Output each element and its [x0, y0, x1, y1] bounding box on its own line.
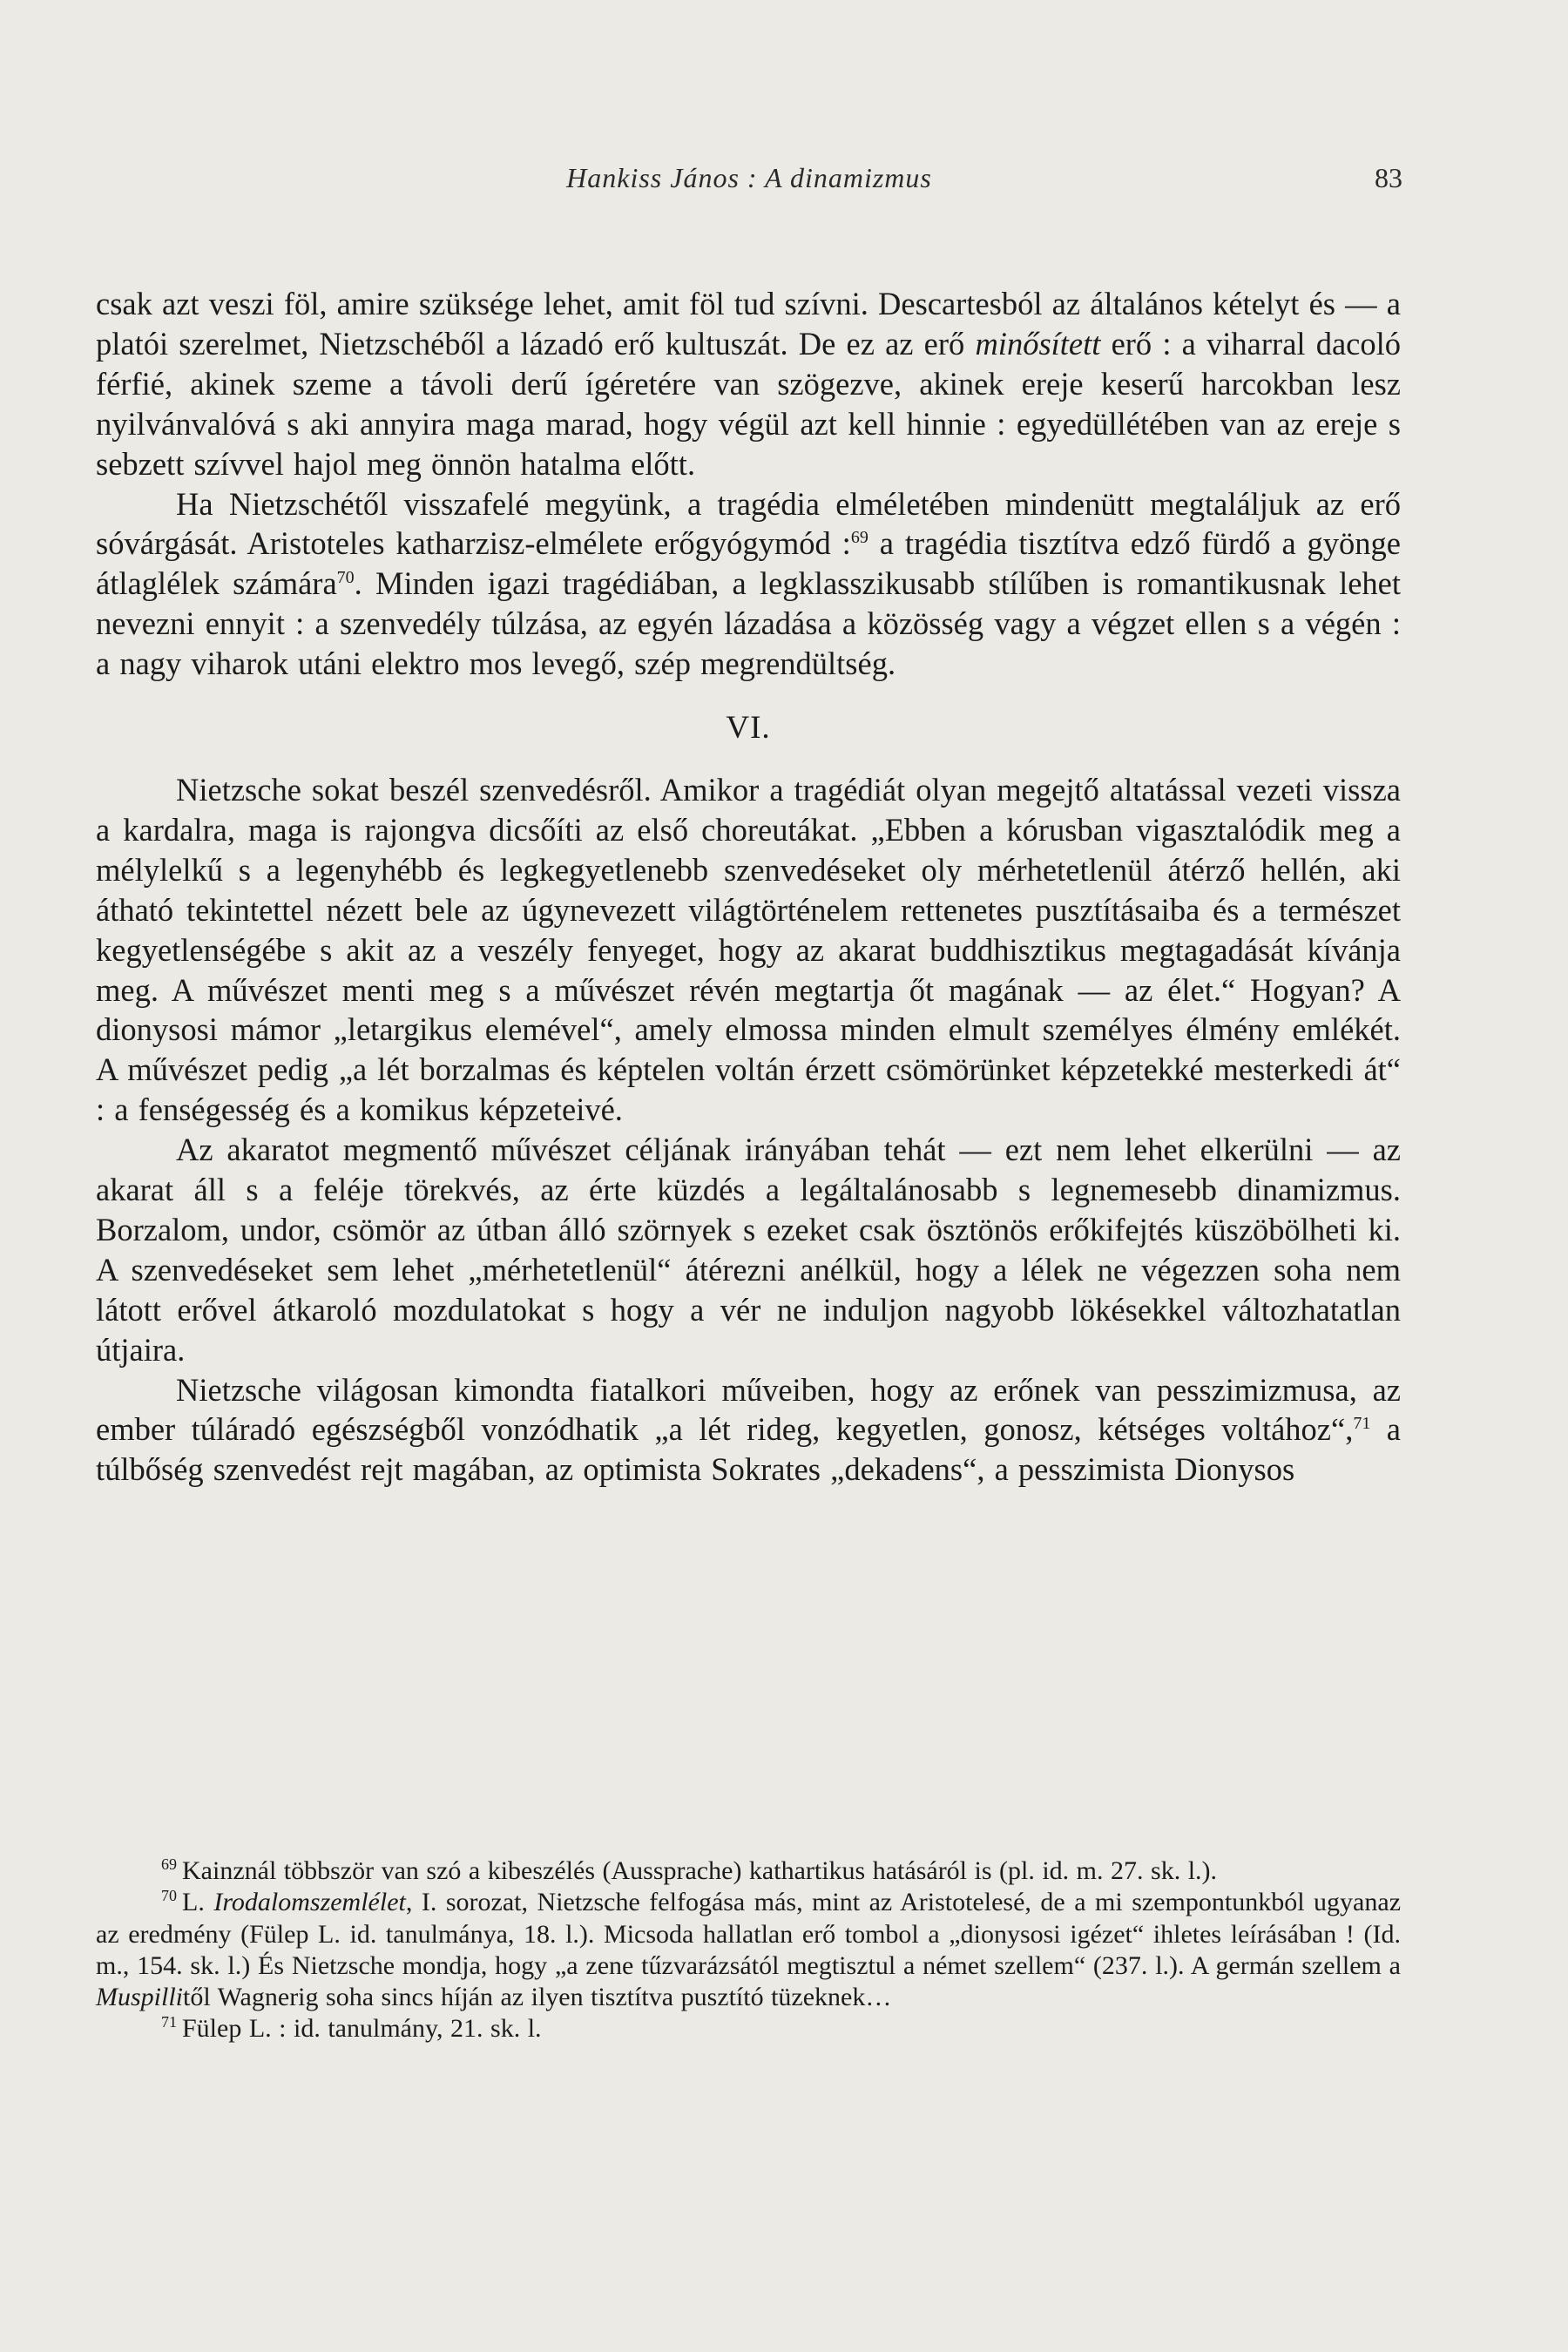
paragraph-1: [96, 284, 1401, 484]
paragraph-1-emphasis: minősített: [975, 325, 1101, 362]
footnote-70-text-c: től Wagnerig soha sincs híján az ilyen tisztítva pusztító tüzeknek…: [183, 1983, 892, 2012]
footnote-ref-70: 70: [336, 568, 355, 588]
footnote-ref-69: 69: [850, 528, 868, 548]
paragraph-2: [96, 484, 1401, 685]
footnote-70-text-b: , I. sorozat, Nietzsche felfogása más, mint az Aristotelesé, de a mi szempontunkból ugyanaz az eredmény (Fülep L. id. tanulmánya, 18. l.). Micsoda hallatlan erő tombol a „dionysosi igézet“ ihletes leírásában ! (Id. m., 154. sk. l.) És Nietzsche mondja, hogy „a zene tűzvarázsától megtisztul a német szellem“ (237. l.). A germán szellem a: [96, 1888, 1402, 1980]
section-heading: VI.: [726, 710, 771, 747]
footnote-70: [96, 1887, 1401, 2013]
paragraph-2-text-c: . Minden igazi tragédiában, a legklasszikusabb stílűben is romantikusnak lehet nevezni ennyit : a szenvedély túlzása, az egyén lázadása a közösség vagy a végzet ellen s a végén : a nagy viharok utáni elektro mos levegő, szép megrendültség.: [96, 565, 1402, 682]
footnote-69: [96, 1855, 1401, 1887]
running-title: Hankiss János : A dinamizmus: [566, 162, 932, 193]
body-text: [96, 284, 1401, 1490]
footnotes: [96, 1855, 1401, 2045]
paragraph-4: Az akaratot megmentő művészet céljának irányában tehát — ezt nem lehet elkerülni — az akarat áll s a feléje törekvés, az érte küzdés a legáltalánosabb s legnemesebb dinamizmus. Borzalom, undor, csömör az útban álló szörnyek s ezeket csak ösztönös erőkifejtés küszöbölheti ki. A szenvedéseket sem lehet „mérhetetlenül“ átérezni anélkül, hogy a lélek ne végezzen soha nem látott erővel átkaroló mozdulatokat s hogy a vér ne induljon nagyobb lökésekkel változhatatlan útjaira.: [96, 1132, 1401, 1368]
paragraph-3: Nietzsche sokat beszél szenvedésről. Amikor a tragédiát olyan megejtő altatással vezeti vissza a kardalra, maga is rajongva dicsőíti az első choreutákat. „Ebben a kórusban vigasztalódik meg a mélylelkű s a legenyhébb és legkegyetlenebb szenvedéseket oly mérhetetlenül átérző hellén, aki átható tekintettel nézett bele az úgynevezett világtörténelem rettenetes pusztításaiba és a természet kegyetlenségébe s akit az a veszély fenyeget, hogy az akarat buddhisztikus megtagadását kívánja meg. A művészet menti meg s a művészet révén megtartja őt magának — az élet.“ Hogyan? A dionysosi mámor „letargikus elemével“, amely elmossa minden elmult személyes élmény emlékét. A művészet pedig „a lét borzalmas és képtelen voltán érzett csömörünket képzetekké mesterkedi át“ : a fenségesség és a komikus képzeteivé.: [96, 771, 1401, 1128]
paragraph-2-text-a: Ha Nietzschétől visszafelé megyünk, a tragédia elméletében mindenütt megtaláljuk az erő sóvárgását. Aristoteles katharzisz-elmélete erőgyógymód :: [96, 485, 1401, 562]
footnote-69-text: Kainznál többször van szó a kibeszélés (Aussprache) kathartikus hatásáról is (pl. id. m. 27. sk. l.).: [182, 1856, 1218, 1885]
paragraph-5: [96, 1370, 1401, 1490]
footnote-ref-71: 71: [1353, 1414, 1371, 1434]
footnote-71-number: 71: [161, 2013, 177, 2031]
footnote-71-text: Fülep L. : id. tanulmány, 21. sk. l.: [182, 2014, 542, 2044]
page-number: 83: [1375, 162, 1402, 193]
paragraph-2-text-b: a tragédia tisztítva edző fürdő a gyönge átlaglélek számára: [96, 525, 1401, 602]
paragraph-5-text-b: a túlbőség szenvedést rejt magában, az optimista Sokrates „dekadens“, a pesszimista Dionysos: [96, 1411, 1402, 1488]
footnote-70-emphasis-2: Muspilli: [96, 1983, 184, 2012]
paragraph-1-rest: erő : a viharral dacoló férfié, akinek szeme a távoli derű ígéretére van szögezve, akinek ereje keserű harcokban lesz nyilvánvalóvá s aki annyira maga marad, hogy végül azt kell hinnie : egyedüllétében van az ereje s sebzett szívvel hajol meg önnön hatalma előtt.: [96, 325, 1401, 482]
paragraph-5-text-a: Nietzsche világosan kimondta fiatalkori műveiben, hogy az erőnek van pesszimizmusa, az ember túláradó egészségből vonzódhatik „a lét rideg, kegyetlen, gonosz, kétséges voltához“,: [96, 1371, 1401, 1448]
footnote-70-number: 70: [161, 1887, 177, 1905]
footnote-70-text-a: L.: [182, 1888, 214, 1917]
footnote-69-number: 69: [161, 1855, 177, 1873]
running-head: [96, 162, 1402, 206]
paragraph-1-text: csak azt veszi föl, amire szüksége lehet, amit föl tud szívni. Descartesból az általános kételyt és — a platói szerelmet, Nietzschéből a lázadó erő kultuszát. De ez az erő: [96, 286, 1401, 362]
footnote-71: [96, 2013, 1401, 2044]
footnote-70-emphasis-1: Irodalomszemlélet: [213, 1888, 406, 1917]
